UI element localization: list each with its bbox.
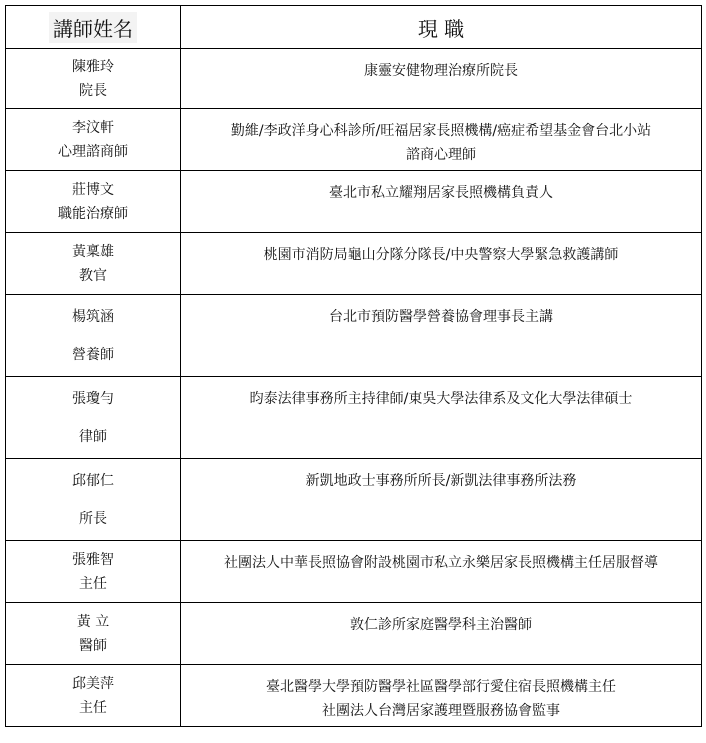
instructor-name: 張瓊勻 [72,390,114,407]
position-cell [181,603,702,665]
table-row [6,49,702,109]
table-row [6,603,702,665]
position-line: 桃園市消防局龜山分隊分隊長/中央警察大學緊急救護講師 [263,247,619,263]
position-line: 台北市預防醫學營養協會理事長主講 [329,309,553,325]
instructor-cell [6,295,181,377]
instructor-name: 黃稟雄 [72,243,114,260]
position-line: 社團法人中華長照協會附設桃園市私立永樂居家長照機構主任居服督導 [224,555,658,571]
instructor-title: 所長 [79,510,107,527]
table-row [6,233,702,295]
instructor-cell [6,541,181,603]
instructor-cell [6,233,181,295]
instructor-title: 職能治療師 [58,205,128,222]
table-row [6,665,702,727]
table-row [6,459,702,541]
table-row [6,541,702,603]
instructor-table [5,5,702,727]
position-line: 臺北醫學大學預防醫學社區醫學部行愛住宿長照機構主任 [266,679,616,695]
instructor-name: 楊筑涵 [72,308,114,325]
position-cell [181,459,702,541]
position-cell [181,171,702,233]
instructor-name: 陳雅玲 [72,58,114,75]
instructor-title: 心理諮商師 [58,143,128,160]
table-row [6,171,702,233]
instructor-title: 教官 [79,267,107,284]
position-cell [181,49,702,109]
instructor-cell [6,603,181,665]
instructor-name: 邱美萍 [72,675,114,692]
header-current-position: 現 職 [181,6,702,49]
position-cell [181,295,702,377]
instructor-title: 主任 [79,699,107,716]
position-line: 敦仁診所家庭醫學科主治醫師 [350,617,532,633]
table-row [6,377,702,459]
table-row [6,109,702,171]
instructor-title: 院長 [79,82,107,99]
position-cell [181,377,702,459]
instructor-name: 張雅智 [72,551,114,568]
table-row [6,295,702,377]
instructor-cell [6,109,181,171]
instructor-title: 醫師 [79,637,107,654]
position-line: 昀泰法律事務所主持律師/東吳大學法律系及文化大學法律碩士 [249,391,633,407]
instructor-title: 律師 [79,428,107,445]
header-instructor-name: 講師姓名 [6,6,181,49]
instructor-name: 莊博文 [72,181,114,198]
instructor-cell [6,49,181,109]
instructor-cell [6,377,181,459]
instructor-cell [6,459,181,541]
header-row [6,6,702,49]
instructor-title: 營養師 [72,346,114,363]
position-line: 諮商心理師 [406,147,476,163]
position-cell [181,541,702,603]
instructor-name: 李汶軒 [72,119,114,136]
instructor-name: 黃 立 [76,613,110,630]
instructor-name: 邱郁仁 [72,472,114,489]
instructor-title: 主任 [79,575,107,592]
position-line: 康靈安健物理治療所院長 [364,63,518,79]
instructor-cell [6,665,181,727]
instructor-cell [6,171,181,233]
position-line: 勤維/李政洋身心科診所/旺福居家長照機構/癌症希望基金會台北小站 [230,123,652,139]
position-line: 社團法人台灣居家護理暨服務協會監事 [322,703,560,719]
position-line: 新凱地政士事務所所長/新凱法律事務所法務 [305,473,577,489]
position-cell [181,665,702,727]
position-cell [181,233,702,295]
position-cell [181,109,702,171]
position-line: 臺北市私立耀翔居家長照機構負責人 [329,185,553,201]
